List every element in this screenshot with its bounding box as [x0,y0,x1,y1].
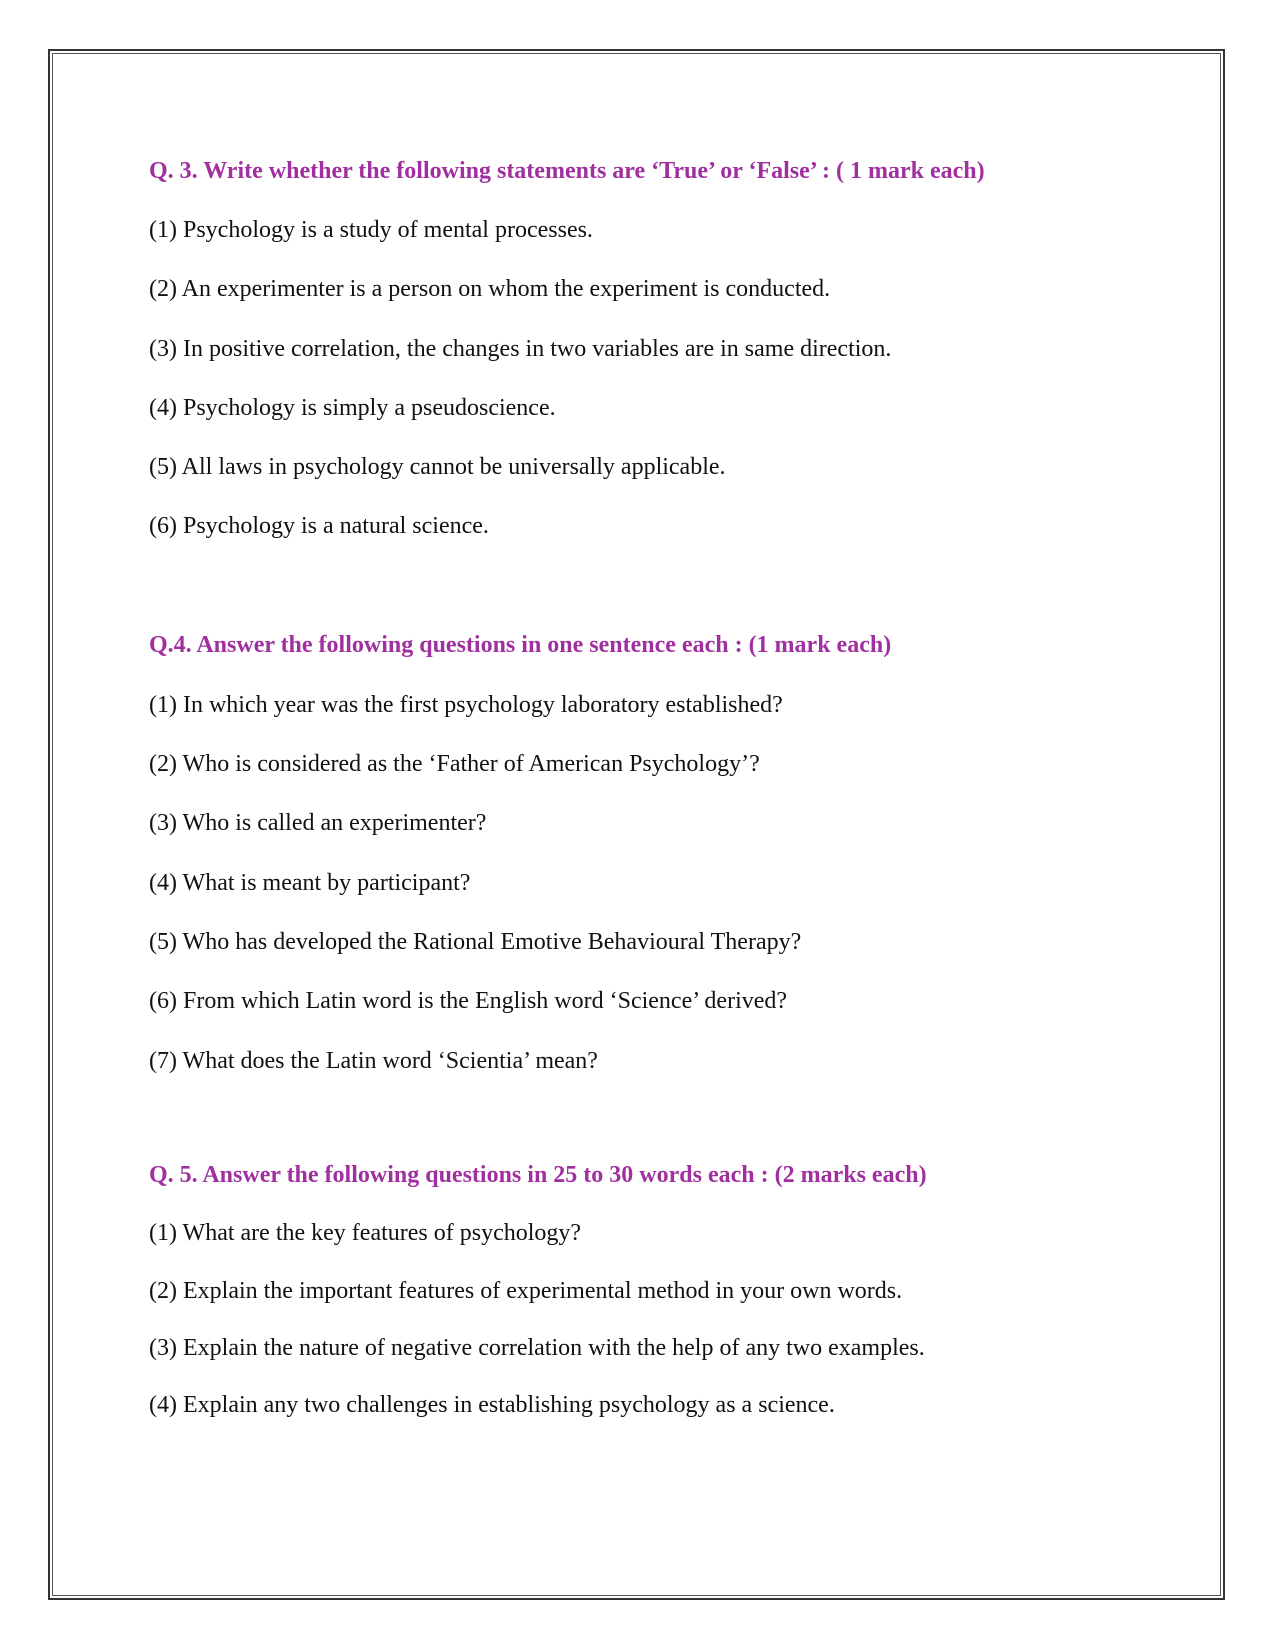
q4-heading: Q.4. Answer the following questions in one sentence each : (1 mark each) [149,632,892,658]
q4-item-6: (6) From which Latin word is the English word ‘Science’ derived? [149,988,788,1014]
q4-item-7: (7) What does the Latin word ‘Scientia’ mean? [149,1048,598,1074]
q5-item-2: (2) Explain the important features of experimental method in your own words. [149,1278,903,1304]
q3-item-5: (5) All laws in psychology cannot be universally applicable. [149,454,726,480]
q3-item-6: (6) Psychology is a natural science. [149,513,489,539]
q3-item-4: (4) Psychology is simply a pseudoscience. [149,395,556,421]
q3-heading: Q. 3. Write whether the following statements are ‘True’ or ‘False’ : ( 1 mark each) [149,158,985,184]
q5-item-1: (1) What are the key features of psychology? [149,1220,582,1246]
q3-item-3: (3) In positive correlation, the changes in two variables are in same direction. [149,336,892,362]
q3-item-2: (2) An experimenter is a person on whom the experiment is conducted. [149,276,831,302]
q5-item-4: (4) Explain any two challenges in establishing psychology as a science. [149,1392,835,1418]
q4-item-4: (4) What is meant by participant? [149,870,471,896]
q4-item-1: (1) In which year was the first psychology laboratory established? [149,692,783,718]
q4-item-2: (2) Who is considered as the ‘Father of American Psychology’? [149,751,760,777]
q3-item-1: (1) Psychology is a study of mental processes. [149,217,593,243]
q5-heading: Q. 5. Answer the following questions in 25 to 30 words each : (2 marks each) [149,1162,927,1188]
q5-item-3: (3) Explain the nature of negative correlation with the help of any two examples. [149,1335,925,1361]
q4-item-3: (3) Who is called an experimenter? [149,810,487,836]
q4-item-5: (5) Who has developed the Rational Emotive Behavioural Therapy? [149,929,802,955]
